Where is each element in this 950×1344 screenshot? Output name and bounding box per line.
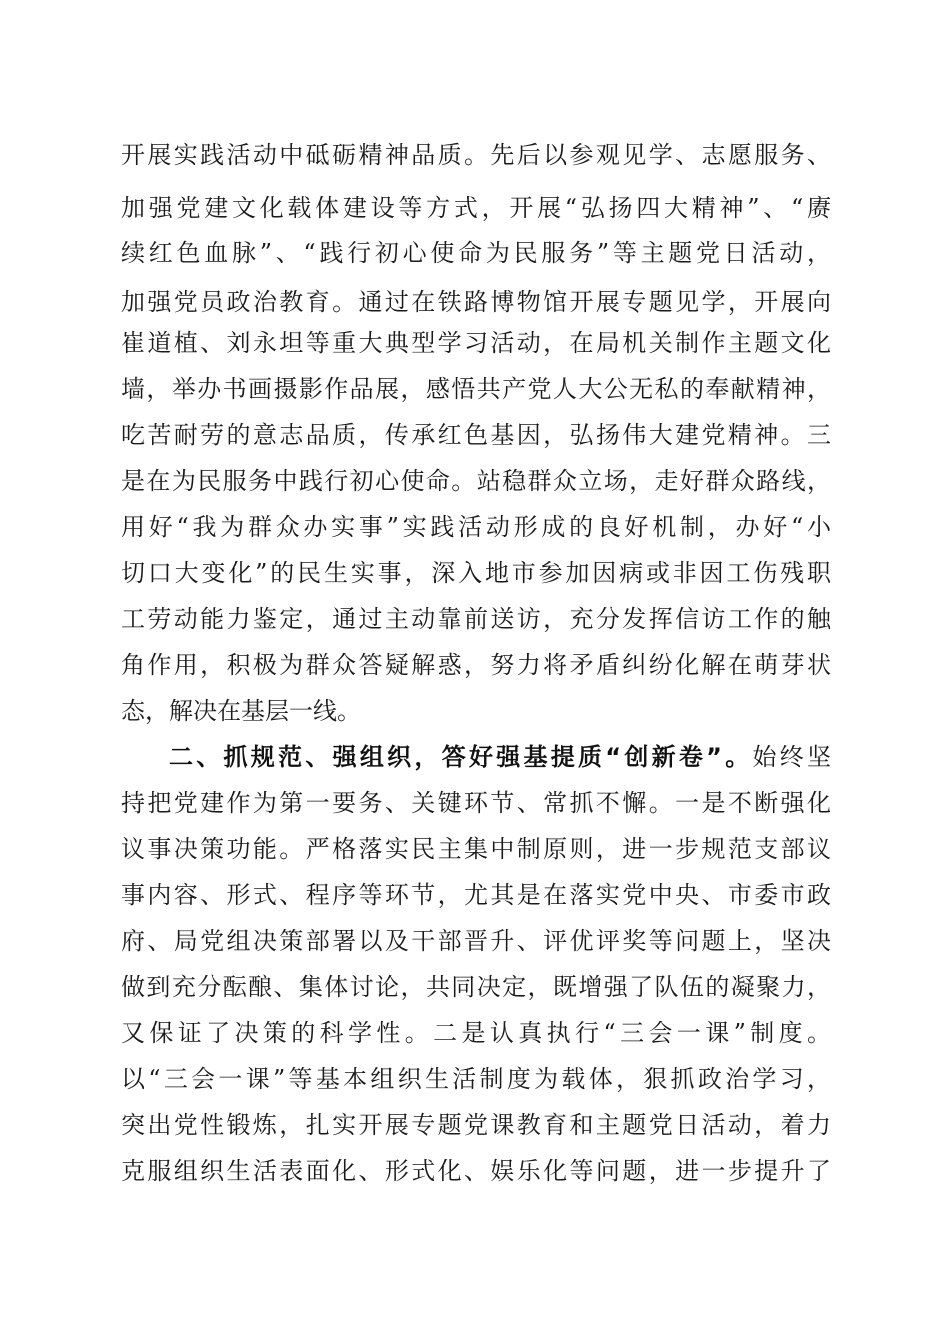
body-line: 持把党建作为第一要务、关键环节、常抓不懈。一是不断强化 (121, 789, 831, 817)
body-line: 角作用，积极为群众答疑解惑，努力将矛盾纠纷化解在萌芽状 (121, 651, 831, 679)
body-line: 是在为民服务中践行初心使命。站稳群众立场，走好群众路线， (121, 467, 831, 495)
body-line: 切口大变化”的民生实事，深入地市参加因病或非因工伤残职 (121, 559, 831, 587)
body-line: 态，解决在基层一线。 (121, 697, 361, 725)
body-line: 事内容、形式、程序等环节，尤其是在落实党中央、市委市政 (121, 881, 831, 909)
body-line: 工劳动能力鉴定，通过主动靠前送访，充分发挥信访工作的触 (121, 605, 831, 633)
body-line: 用好“我为群众办实事”实践活动形成的良好机制，办好“小 (121, 513, 831, 541)
body-line: 议事决策功能。严格落实民主集中制原则，进一步规范支部议 (121, 835, 831, 863)
body-line: 崔道植、刘永坦等重大典型学习活动，在局机关制作主题文化 (121, 329, 831, 357)
body-line: 做到充分酝酿、集体讨论，共同决定，既增强了队伍的凝聚力， (121, 973, 831, 1001)
body-line: 又保证了决策的科学性。二是认真执行“三会一课”制度。 (121, 1019, 831, 1047)
body-line: 续红色血脉”、“践行初心使命为民服务”等主题党日活动， (121, 239, 831, 267)
section-heading: 二、抓规范、强组织，答好强基提质“创新卷”。 (169, 743, 753, 771)
body-line: 克服组织生活表面化、形式化、娱乐化等问题，进一步提升了 (121, 1157, 831, 1185)
section-heading-line (169, 740, 831, 774)
body-line: 吃苦耐劳的意志品质，传承红色基因，弘扬伟大建党精神。三 (121, 421, 831, 449)
body-line: 加强党员政治教育。通过在铁路博物馆开展专题见学，开展向 (121, 288, 831, 316)
section-heading-continuation: 始终坚 (752, 743, 832, 771)
body-line: 墙，举办书画摄影作品展，感悟共产党人大公无私的奉献精神， (121, 375, 831, 403)
body-line: 突出党性锻炼，扎实开展专题党课教育和主题党日活动，着力 (121, 1111, 831, 1139)
body-line: 以“三会一课”等基本组织生活制度为载体，狠抓政治学习， (121, 1065, 831, 1093)
body-line: 府、局党组决策部署以及干部晋升、评优评奖等问题上，坚决 (121, 927, 831, 955)
body-line: 开展实践活动中砥砺精神品质。先后以参观见学、志愿服务、 (121, 141, 831, 169)
body-line: 加强党建文化载体建设等方式，开展“弘扬四大精神”、“赓 (121, 194, 831, 222)
